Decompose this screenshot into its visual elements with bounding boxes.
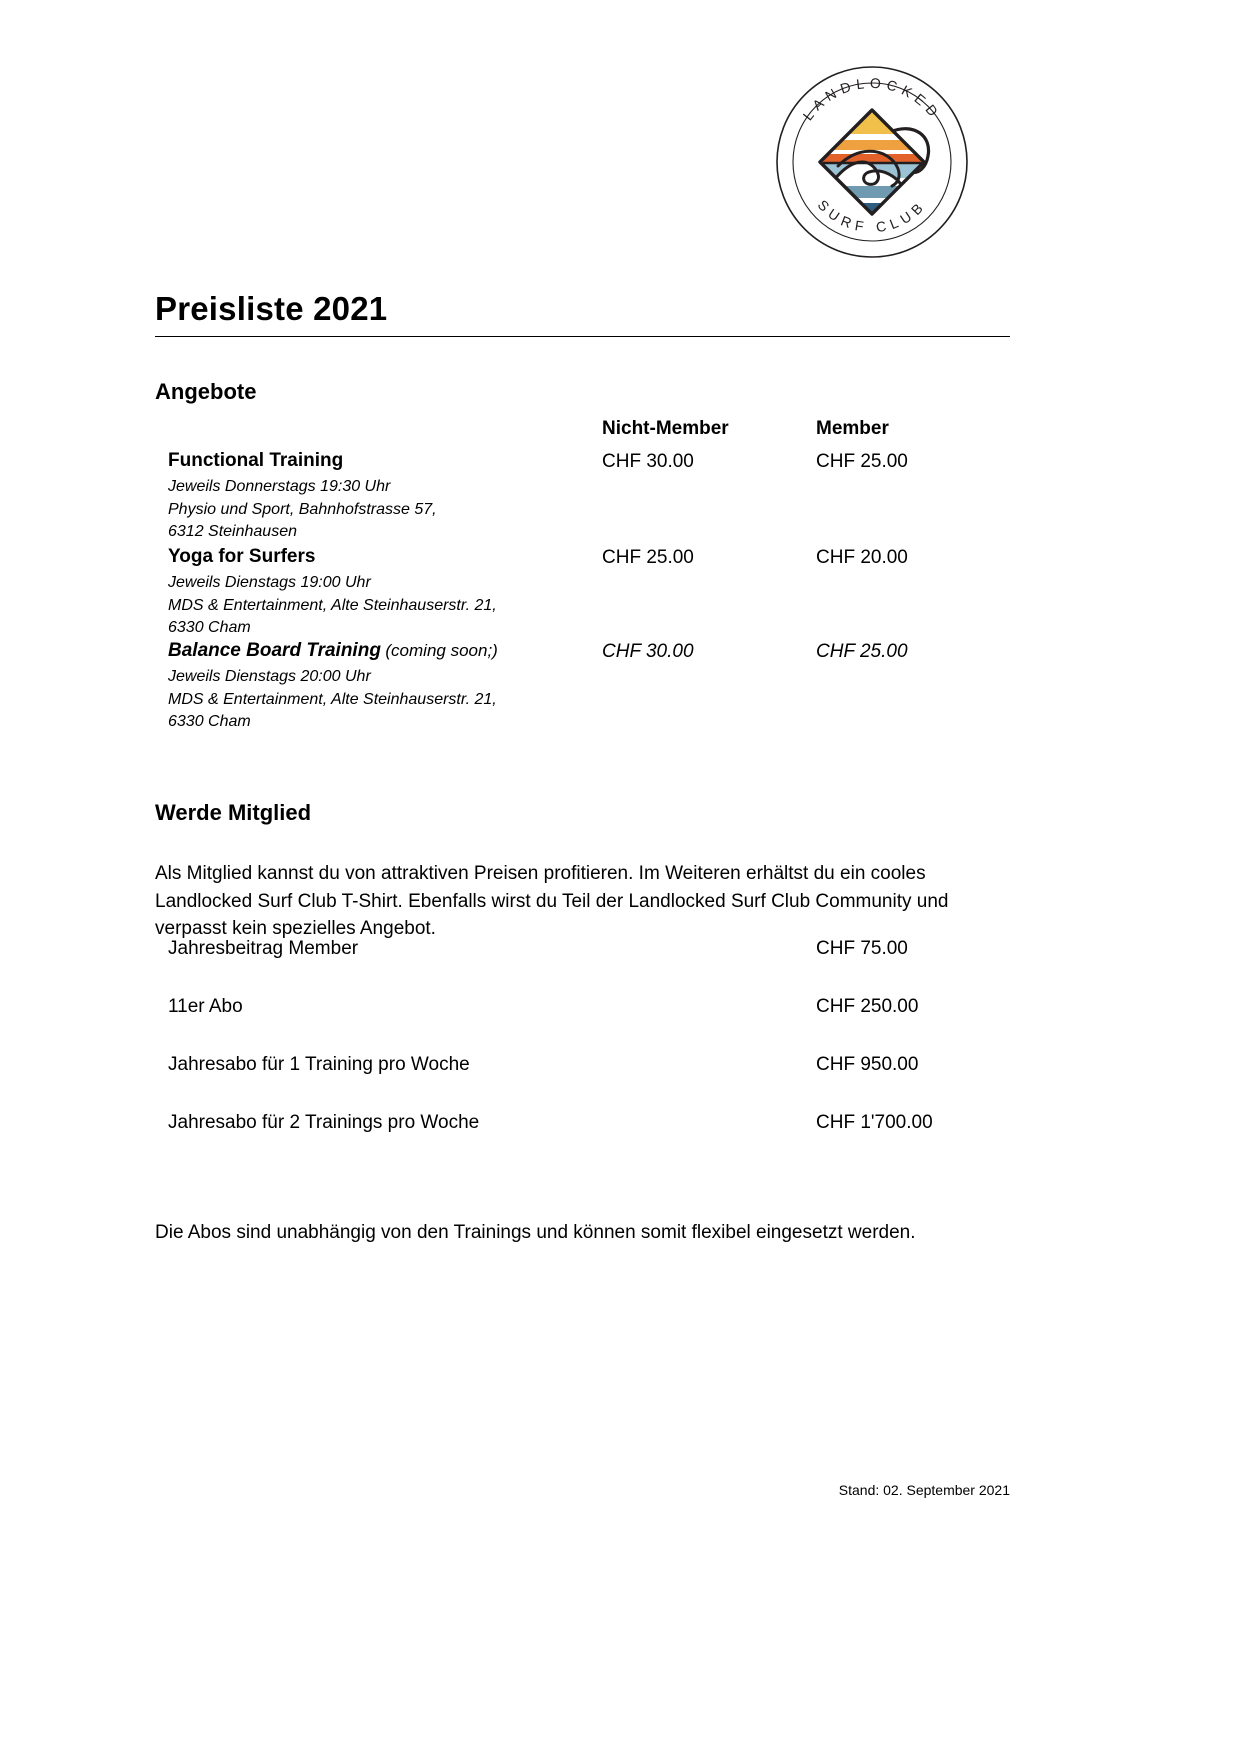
price-value: CHF 75.00 bbox=[816, 938, 908, 959]
offer-name: Functional Training bbox=[168, 450, 344, 471]
price-label: Jahresbeitrag Member bbox=[168, 938, 359, 959]
offer-detail-line: Jeweils Dienstags 20:00 Uhr bbox=[168, 668, 371, 685]
offer-detail-line: 6330 Cham bbox=[168, 713, 251, 731]
price-label: Jahresabo für 2 Trainings pro Woche bbox=[168, 1112, 480, 1133]
price-value: CHF 950.00 bbox=[816, 1054, 919, 1075]
price-value: CHF 250.00 bbox=[816, 996, 919, 1017]
offer-title-line bbox=[168, 546, 315, 568]
title-block bbox=[155, 290, 1010, 337]
offers-table-header bbox=[155, 418, 1015, 450]
membership-intro-paragraph: Als Mitglied kannst du von attraktiven Preisen profitieren. Im Weiteren erhältst du ein cooles Landlocked Surf Club T-Shirt. Ebenfalls wirst du Teil der Landlocked Surf Club Community und verpasst kein spezielles Angebot. bbox=[155, 863, 949, 940]
offer-details bbox=[168, 666, 497, 734]
offers-section-heading: Angebote bbox=[155, 379, 257, 404]
column-header-non-member: Nicht-Member bbox=[602, 418, 729, 439]
offer-details bbox=[168, 476, 437, 544]
price-row bbox=[155, 1112, 1015, 1170]
offer-price-member: CHF 25.00 bbox=[816, 641, 908, 662]
offer-price-non-member: CHF 30.00 bbox=[602, 451, 694, 472]
price-label: 11er Abo bbox=[168, 996, 243, 1017]
offer-detail-line: Jeweils Donnerstags 19:30 Uhr bbox=[168, 478, 391, 495]
closing-note: Die Abos sind unabhängig von den Trainings und können somit flexibel eingesetzt werden. bbox=[155, 1222, 916, 1243]
offer-price-member: CHF 20.00 bbox=[816, 547, 908, 568]
offer-name: Balance Board Training bbox=[168, 640, 381, 661]
offer-price-non-member: CHF 30.00 bbox=[602, 641, 694, 662]
membership-section-heading: Werde Mitglied bbox=[155, 800, 312, 825]
offer-price-member: CHF 25.00 bbox=[816, 451, 908, 472]
logo-top-arc-text: LANDLOCKED bbox=[799, 74, 945, 124]
column-header-member: Member bbox=[816, 418, 889, 439]
document-footer-date: Stand: 02. September 2021 bbox=[838, 1482, 1010, 1498]
offer-title-line bbox=[168, 450, 343, 472]
price-row bbox=[155, 996, 1015, 1054]
membership-price-list bbox=[155, 938, 1015, 1170]
offer-detail-line: Jeweils Dienstags 19:00 Uhr bbox=[168, 574, 371, 591]
page-title: Preisliste 2021 bbox=[155, 290, 388, 327]
offer-title-line bbox=[168, 640, 498, 662]
offer-row bbox=[155, 546, 1015, 640]
offer-detail-line: 6312 Steinhausen bbox=[168, 523, 297, 541]
landlocked-surf-club-logo bbox=[772, 62, 972, 262]
logo-bottom-arc-text: SURF CLUB bbox=[814, 196, 930, 236]
price-label: Jahresabo für 1 Training pro Woche bbox=[168, 1054, 470, 1075]
offer-detail-line: 6330 Cham bbox=[168, 619, 251, 637]
offer-row bbox=[155, 640, 1015, 734]
offer-price-non-member: CHF 25.00 bbox=[602, 547, 694, 568]
price-row bbox=[155, 938, 1015, 996]
offer-detail-line: MDS & Entertainment, Alte Steinhauserstr. 21, bbox=[168, 690, 497, 708]
offer-coming-soon-note: (coming soon;) bbox=[385, 641, 498, 660]
title-divider bbox=[155, 336, 1010, 337]
price-row bbox=[155, 1054, 1015, 1112]
offer-details bbox=[168, 572, 497, 640]
offer-detail-line: MDS & Entertainment, Alte Steinhauserstr. 21, bbox=[168, 596, 497, 614]
offer-name: Yoga for Surfers bbox=[168, 546, 316, 567]
offer-detail-line: Physio und Sport, Bahnhofstrasse 57, bbox=[168, 500, 437, 518]
offers-table bbox=[155, 418, 1015, 734]
offer-row bbox=[155, 450, 1015, 546]
price-value: CHF 1'700.00 bbox=[816, 1112, 933, 1133]
